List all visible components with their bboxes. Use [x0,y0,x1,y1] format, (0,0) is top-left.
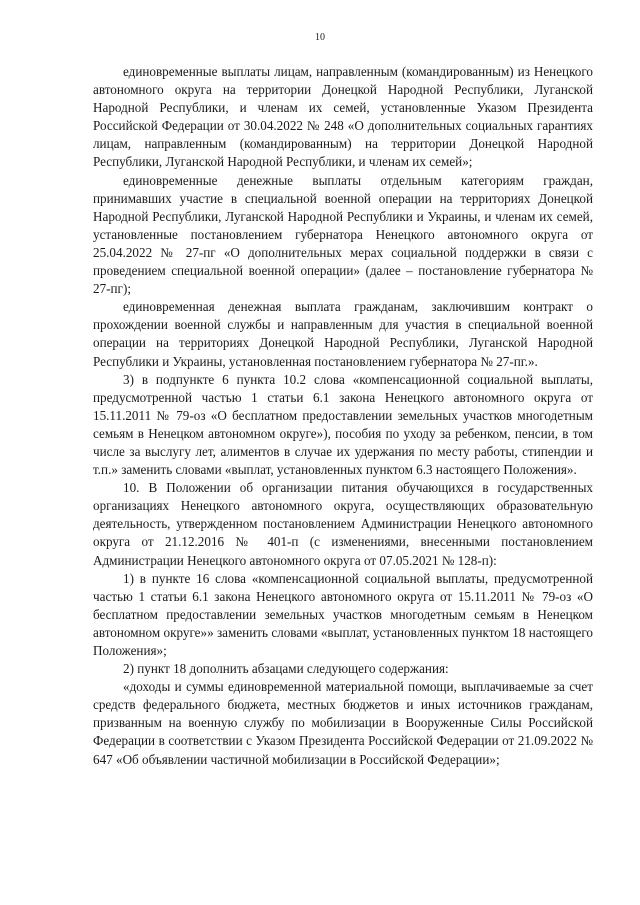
paragraph-subitem-3: 3) в подпункте 6 пункта 10.2 слова «компенсационной социальной выплаты, предусмотренной частью 1 статьи 6.1 закона Ненецкого автономного округа от 15.11.2011 № 79-оз «О бесплатном предоставлении земельных участков многодетным семьям в Ненецком автономном округе»), пособия по уходу за ребенком, пенсии, в том числе за выслугу лет, алиментов в случае их удержания по месту работы, стипендии и т.п.» заменить словами «выплат, установленных пунктом 6.3 настоящего Положения». [93,371,593,478]
paragraph-mobilization-income: «доходы и суммы единовременной материальной помощи, выплачиваемые за счет средств федерального бюджета, местных бюджетов и иных источников гражданам, призванным на военную службу по мобилизации в Вооруженные Силы Российской Федерации в соответствии с Указом Президента Российской Федерации от 21.09.2022 № 647 «Об объявлении частичной мобилизации в Российской Федерации»; [93,679,593,767]
paragraph-item-10: 10. В Положении об организации питания обучающихся в государственных организациях Ненецкого автономного округа, осуществляющих образовательную деятельность, утвержденном постановлением Администрации Ненецкого автономного округа от 21.12.2016 № 401-п (с изменениями, внесенными постановлением Администрации Ненецкого автономного округа от 07.05.2021 № 128-п): [93,480,593,568]
paragraph-lump-sum-payments-seconded: единовременные выплаты лицам, направленным (командированным) из Ненецкого автономного округа на территории Донецкой Народной Республики, Луганской Народной Республики, и членам их семей, установленные Указом Президента Российской Федерации от 30.04.2022 № 248 «О дополнительных социальных гарантиях лицам, направленным (командированным) на территории Донецкой Народной Республики, Луганской Народной Республики, и членам их семей»; [93,64,593,170]
paragraph-lump-sum-payments-svo-participants: единовременные денежные выплаты отдельным категориям граждан, принимавших участие в специальной военной операции на территориях Донецкой Народной Республики, Луганской Народной Республики и Украины, и членам их семей, установленные постановлением губернатора Ненецкого автономного округа от 25.04.2022 № 27-пг «О дополнительных мерах социальной поддержки в связи с проведением специальной военной операции» (далее – постановление губернатора № 27-пг); [93,172,593,297]
paragraph-subitem-2: 2) пункт 18 дополнить абзацами следующего содержания: [123,661,449,677]
paragraph-subitem-1: 1) в пункте 16 слова «компенсационной социальной выплаты, предусмотренной частью 1 статьи 6.1 закона Ненецкого автономного округа от 15.11.2011 № 79-оз «О бесплатном предоставлении земельных участков многодетным семьям в Ненецком автономном округе»» заменить словами «выплат, установленных пунктом 18 настоящего Положения»; [93,570,593,658]
paragraph-lump-sum-payment-contract: единовременная денежная выплата гражданам, заключившим контракт о прохождении военной службы и направленным для участия в специальной военной операции на территориях Донецкой Народной Республики, Луганской Народной Республики и Украины, установленная постановлением губернатора № 27-пг.». [93,299,593,369]
document-body [93,63,593,769]
page-number: 10 [315,32,325,43]
